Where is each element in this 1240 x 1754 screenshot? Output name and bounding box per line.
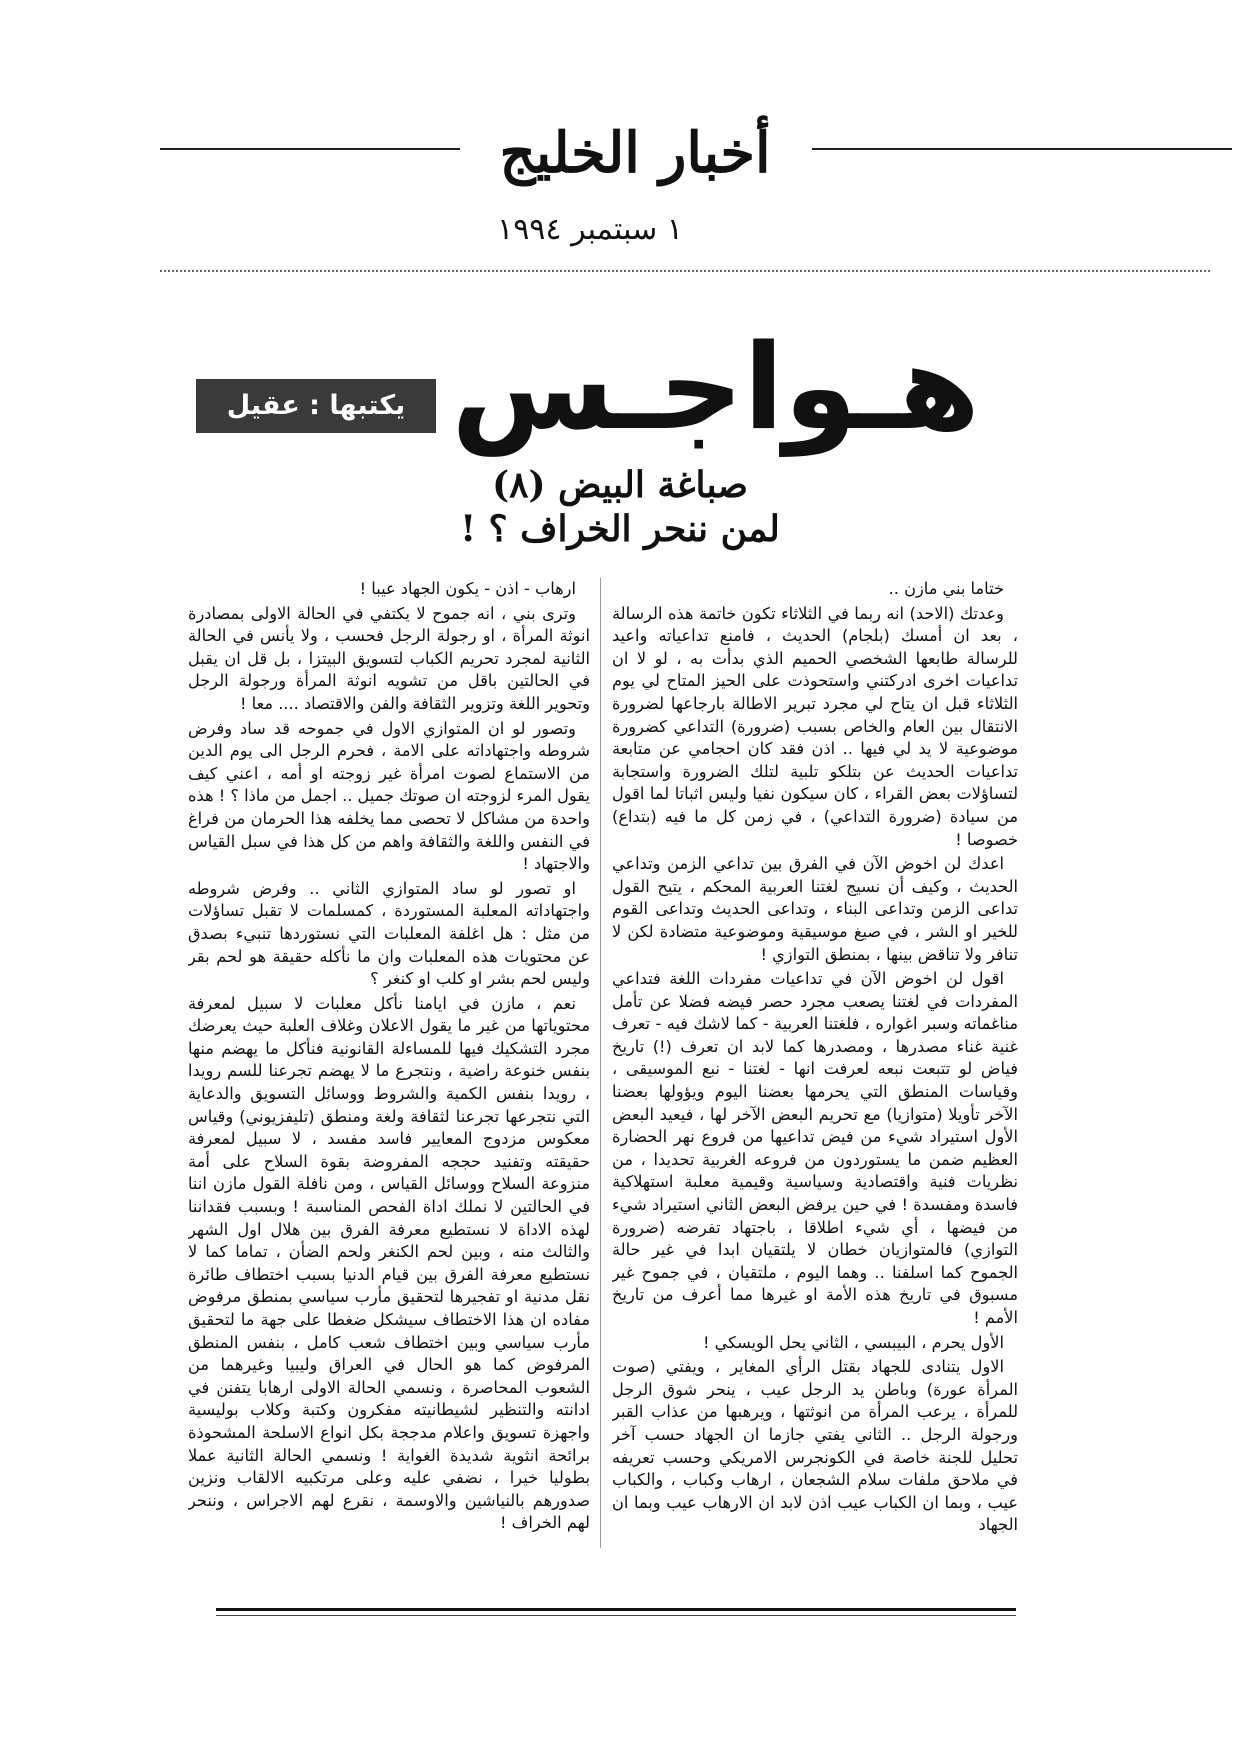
article-heading-line1: صباغة البيض (٨) [492, 464, 748, 506]
column-title: هـواجـس [451, 318, 980, 456]
paragraph: اعدك لن اخوض الآن في الفرق بين تداعي الزمن وتداعي الحديث ، وكيف أن نسيج لغتنا العربية المحكم ، يتيح القول تداعى الزمن وتداعى البناء ، وتداعى الحديث وتداعى القوم للخير او الشر ، في صيغ موسيقية وموضوعية متضادة لكن لا تنافر ولا تناقض بينها ، بمنطق التوازي ! [612, 854, 1018, 964]
bottom-rule [216, 1608, 1016, 1611]
paragraph: وترى بني ، انه جموح لا يكتفي في الحالة الاولى بمصادرة انوثة المرأة ، او رجولة الرجل فحسب ، ولا يأنس في الحالة الثانية لمجرد تحريم الكباب لتسويق البيتزا ، بل قل ان يقبل في الحالتين باقل من تشويه انوثة المرأة ورجولة الرجل وتحوير اللغة وتزوير الثقافة والفن والاقتصاد .... معا ! [188, 603, 590, 713]
paragraph: وتصور لو ان المتوازي الاول في جموحه قد ساد وفرض شروطه واجتهاداته على الامة ، فحرم الرجل الى يوم الدين من الاستماع لصوت امرأة غير زوجته او أمه ، اعني كيف يقول المرء لزوجته ان صوتك جميل .. اجمل من ماذا ؟ ! هذه واحدة من مشاكل لا تحصى مما يخلفه هذا الحرمان من فراغ في النفس واللغة والثقافة واهم من كل هذا في سبل القياس والاجتهاد ! [188, 718, 590, 874]
article-column-right [612, 578, 1018, 1568]
article-column-left [188, 578, 590, 1568]
paragraph: وعدتك (الاحد) انه ربما في الثلاثاء تكون خاتمة هذه الرسالة ، بعد ان أمسك (بلجام) الحديث ، فامنع تداعياته واعيد للرسالة طابعها الشخصي الحميم الذي بدأت به ، لو لا ان تداعيات اخرى ادركتني واستحوذت على الحيز المتاح لي يوم الثلاثاء قبل ان يتاح لي مجرد تبرير الاطالة بارجاعها لضرورة الانتقال بين العام والخاص بسبب (ضرورة) التداعي كضرورة موضوعية لا يد لي فيها .. اذن فقد كان احجامي عن متابعة تداعيات الحديث عن بتلكو تلبية لتلك الضرورة واستجابة لتساؤلات بعض القراء ، كان سيكون نفيا وليس اثباتا لما اقول من سيادة (ضرورة التداعي) ، في زمن كل ما فيه (بتداع) خصوصا ! [612, 603, 1018, 849]
paragraph: الأول يحرم ، البيبسي ، الثاني يحل الويسكي ! [703, 1332, 1004, 1352]
newspaper-masthead: أخبار الخليج [499, 120, 771, 186]
bottom-rule-thin [216, 1615, 1016, 1616]
paragraph: ارهاب - اذن - يكون الجهاد عيبا ! [359, 579, 576, 598]
paragraph: اقول لن اخوض الآن في تداعيات مفردات اللغة فتداعي المفردات في لغتنا يصعب مجرد حصر فيضه فضلا عن تأمل مناغماته وسبر اغواره ، فلغتنا العربية - كما لاشك فيه - تعرف غنية غناء مصدرها ، ومصدرها كما لابد ان تعرف (!) تاريخ فياض لو تتبعت نبعه لعرفت انها - لغتنا - نبع الموسيقى ، وقياسات المنطق التي يحرمها بعضنا اليوم ويؤولها بعضنا الآخر تأويلا (متوازيا) مع تحريم البعض الآخر لها ، فيعيد البعض الأول استيراد شيء من فيض تداعيها من فروع نهر الحضارة العظيم ضمن ما يستوردون من فروعه الغربية تحديدا ، من نظريات فنية واقتصادية وسياسية وقيمية معلبة استهلاكية فاسدة ومفسدة ! في حين يرفض البعض الثاني استيراد شيء من فيضها ، أي شيء اطلاقا ، باجتهاد تفرضه (ضرورة التوازي) فالمتوازيان خطان لا يلتقيان ابدا في غير حالة الجموح كما اسلفنا .. وهما اليوم ، ملتقيان ، في جموح غير مسبوق في تاريخ هذه الأمة او غيرها مما أعرف من تاريخ الأمم ! [612, 969, 1018, 1327]
date-divider [160, 270, 1210, 272]
masthead-rule-left [160, 148, 460, 150]
column-divider [600, 578, 601, 1548]
paragraph: الاول يتنادى للجهاد بقتل الرأي المغاير ، ويفتي (صوت المرأة عورة) وباطن يد الرجل عيب ، ينحر شوق الرجل للمرأة ، يرعب المرأة من انوثتها ، ويرهبها من عذاب القبر ورجولة الرجل .. الثاني يفتي جازما ان الجهاد حسب آخر تحليل للجنة خاصة في الكونجرس الامريكي وحسب تعريفه في ملاحق ملفات سلام الشجعان ، ارهاب وكباب ، والكباب عيب ، وبما ان الكباب عيب اذن لابد ان الارهاب عيب وبما ان الجهاد [612, 1357, 1018, 1535]
paragraph: او تصور لو ساد المتوازي الثاني .. وفرض شروطه واجتهاداته المعلبة المستوردة ، كمسلمات لا تقبل تساؤلات من مثل : هل اغلفة المعلبات التي نستوردها تنبيء بصدق عن محتويات هذه المعلبات وان ما نأكله حقيقة هو لحم بقر وليس لحم بشر او كلب او كنغر ؟ [188, 878, 590, 989]
paragraph: نعم ، مازن في ايامنا نأكل معلبات لا سبيل لمعرفة محتوياتها من غير ما يقول الاعلان وغلاف العلبة حيث يعرضك مجرد التشكيك فيها للمساءلة القانونية فنأكل ما يهضم منها بنفس خنوعة راضية ، ونتجرع ما لا يهضم تجرعنا للسم رويدا ، رويدا بنفس الكمية والشروط ووسائل التسويق والدعاية التي نتجرعها تجرعنا لثقافة ولغة ومنطق (تليفزيوني) وقياس معكوس مزدوج المعايير فاسد مفسد ، لا سبيل لمعرفة حقيقته وتفنيد حججه المفروضة بقوة السلاح على أمة منزوعة السلاح ووسائل القياس ، ومن نافلة القول مازن اننا في الحالتين لا نملك اداة الفحص المناسبة ! وبسبب فقداننا لهذه الاداة لا نستطيع معرفة الفرق بين هلال اول الشهر والثالث منه ، وبين لحم الكنغر ولحم الضأن ، تماما كما لا نستطيع معرفة الفرق بين قيام الدنيا بسبب اختطاف طائرة نقل مدنية او تفجيرها لتحقيق مأرب سياسي بمنطق مرفوض مفاده ان هذا الاختطاف سيشكل ضغطا على جهة ما لتحقيق مأرب سياسي وبين اختطاف شعب كامل ، بنفس المنطق المرفوض كما هو الحال في العراق وليبيا وغيرهما من الشعوب المحاصرة ، ونسمي الحالة الاولى ارهابا يتفنن في ادانته والتنظير لشيطانيته مفكرون وكتبة وكلاب بوليسية واجهزة تسويق واعلام مدججة بكل انواع الاسلحة المشحوذة برائحة انثوية شديدة الغواية ! ونسمي الحالة الثانية عملا بطوليا خيرا ، نضفي عليه وعلى مرتكبيه الالقاب ونزين صدورهم بالنياشين والاوسمة ، نقرع لهم الاجراس ، وننحر لهم الخراف ! [188, 993, 590, 1533]
byline-badge: يكتبها : عقيل سوار [196, 379, 436, 433]
article-heading-line2: لمن ننحر الخراف ؟ ! [460, 508, 780, 550]
publication-date: ١ سبتمبر ١٩٩٤ [497, 212, 683, 247]
paragraph: ختاما بني مازن .. [888, 579, 1004, 598]
masthead-rule-right [812, 148, 1232, 150]
